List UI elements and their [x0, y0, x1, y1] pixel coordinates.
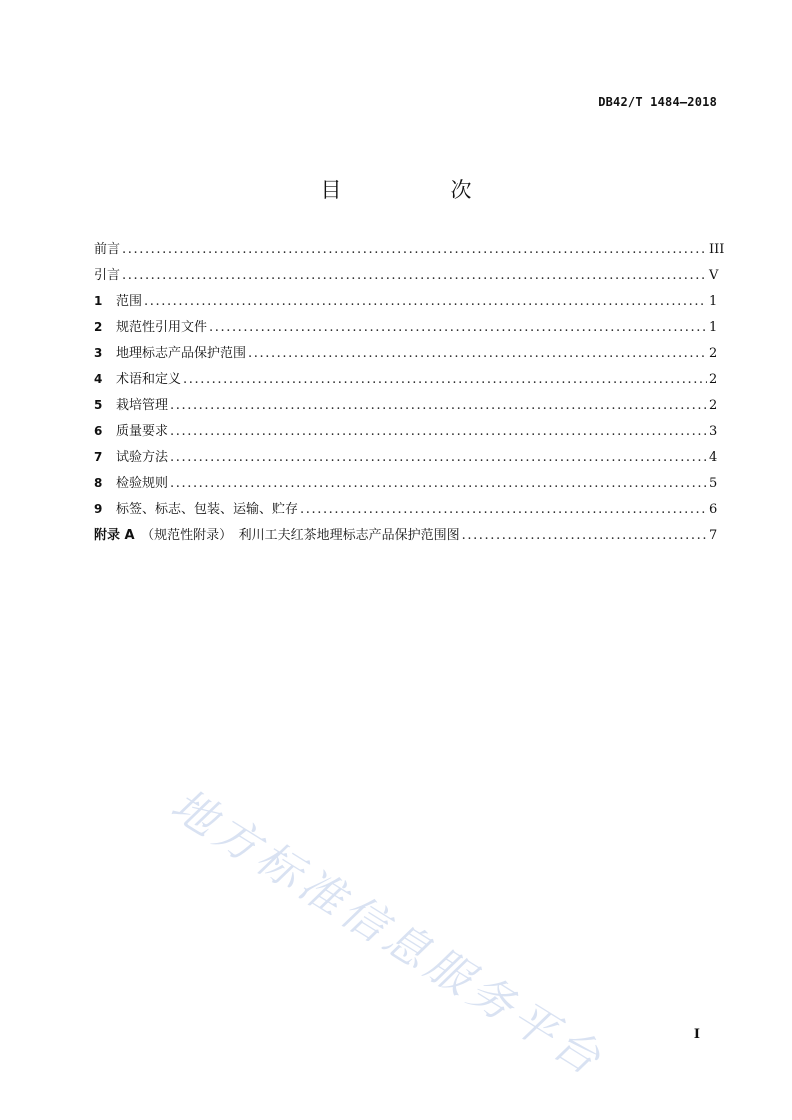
- toc-entry-label: 栽培管理: [116, 398, 169, 413]
- toc-leader-dots: [144, 294, 707, 309]
- toc-leader-dots: [122, 268, 707, 283]
- watermark: 地方标准信息服务平台: [162, 779, 614, 1088]
- toc-leader-dots: [170, 450, 707, 465]
- toc-entry-page: 2: [709, 372, 718, 387]
- toc-entry-label: 范围: [116, 294, 143, 309]
- toc-entry-inspection-rules[interactable]: [94, 472, 717, 498]
- toc-entry-label: 术语和定义: [116, 372, 182, 387]
- toc-entry-label: 检验规则: [116, 476, 169, 491]
- toc-entry-page: 6: [709, 502, 718, 517]
- toc-leader-dots: [462, 528, 707, 543]
- toc-entry-page: 2: [709, 346, 718, 361]
- toc-entry-label: 规范性引用文件: [116, 320, 208, 335]
- document-code: DB42/T 1484—2018: [598, 95, 717, 109]
- toc-entry-page: 2: [709, 398, 718, 413]
- toc-entry-number: 8: [94, 476, 103, 490]
- toc-leader-dots: [300, 502, 707, 517]
- toc-entry-number: 6: [94, 424, 103, 438]
- toc-entry-labelling-packaging[interactable]: [94, 498, 717, 524]
- toc-leader-dots: [170, 476, 707, 491]
- toc-entry-page: III: [708, 242, 725, 257]
- toc-entry-foreword[interactable]: [94, 238, 725, 264]
- annex-title: （规范性附录） 利川工夫红茶地理标志产品保护范围图: [134, 528, 460, 543]
- toc-entry-introduction[interactable]: [94, 264, 717, 290]
- toc-entry-quality-requirements[interactable]: [94, 420, 717, 446]
- toc-entry-number: 2: [94, 320, 103, 334]
- toc-entry-terms-definitions[interactable]: [94, 368, 717, 394]
- toc-entry-label: 标签、标志、包装、运输、贮存: [116, 502, 299, 517]
- toc-entry-number: 3: [94, 346, 103, 360]
- toc-entry-test-methods[interactable]: [94, 446, 717, 472]
- toc-entry-label: 前言: [94, 242, 121, 257]
- toc-leader-dots: [122, 242, 707, 257]
- toc-entry-number: 9: [94, 502, 103, 516]
- toc-entry-number: 5: [94, 398, 103, 412]
- toc-entry-number: 1: [94, 294, 103, 308]
- toc-entry-number: 4: [94, 372, 103, 386]
- toc-entry-protection-area[interactable]: [94, 342, 717, 368]
- toc-entry-page: 3: [709, 424, 718, 439]
- toc-entry-number: 7: [94, 450, 103, 464]
- toc-entry-page: 4: [709, 450, 718, 465]
- toc-entry-scope[interactable]: [94, 290, 717, 316]
- toc-entry-annex-a[interactable]: [94, 524, 717, 550]
- toc-entry-page: 1: [709, 320, 718, 335]
- toc-title: 目 次: [320, 178, 516, 202]
- toc-entry-label: 试验方法: [116, 450, 169, 465]
- toc-entry-normative-references[interactable]: [94, 316, 717, 342]
- table-of-contents: [94, 238, 725, 550]
- toc-leader-dots: [170, 398, 707, 413]
- toc-leader-dots: [170, 424, 707, 439]
- toc-entry-page: 1: [709, 294, 718, 309]
- toc-entry-page: 5: [709, 476, 718, 491]
- toc-entry-page: 7: [709, 528, 718, 543]
- annex-prefix: 附录 A: [94, 528, 135, 543]
- toc-entry-label: [94, 524, 460, 543]
- toc-entry-label: 地理标志产品保护范围: [116, 346, 247, 361]
- toc-entry-label: 质量要求: [116, 424, 169, 439]
- toc-entry-label: 引言: [94, 268, 121, 283]
- toc-leader-dots: [183, 372, 707, 387]
- page-number: I: [693, 1027, 700, 1042]
- toc-leader-dots: [209, 320, 707, 335]
- toc-leader-dots: [248, 346, 707, 361]
- toc-entry-cultivation[interactable]: [94, 394, 717, 420]
- toc-entry-page: V: [709, 268, 719, 283]
